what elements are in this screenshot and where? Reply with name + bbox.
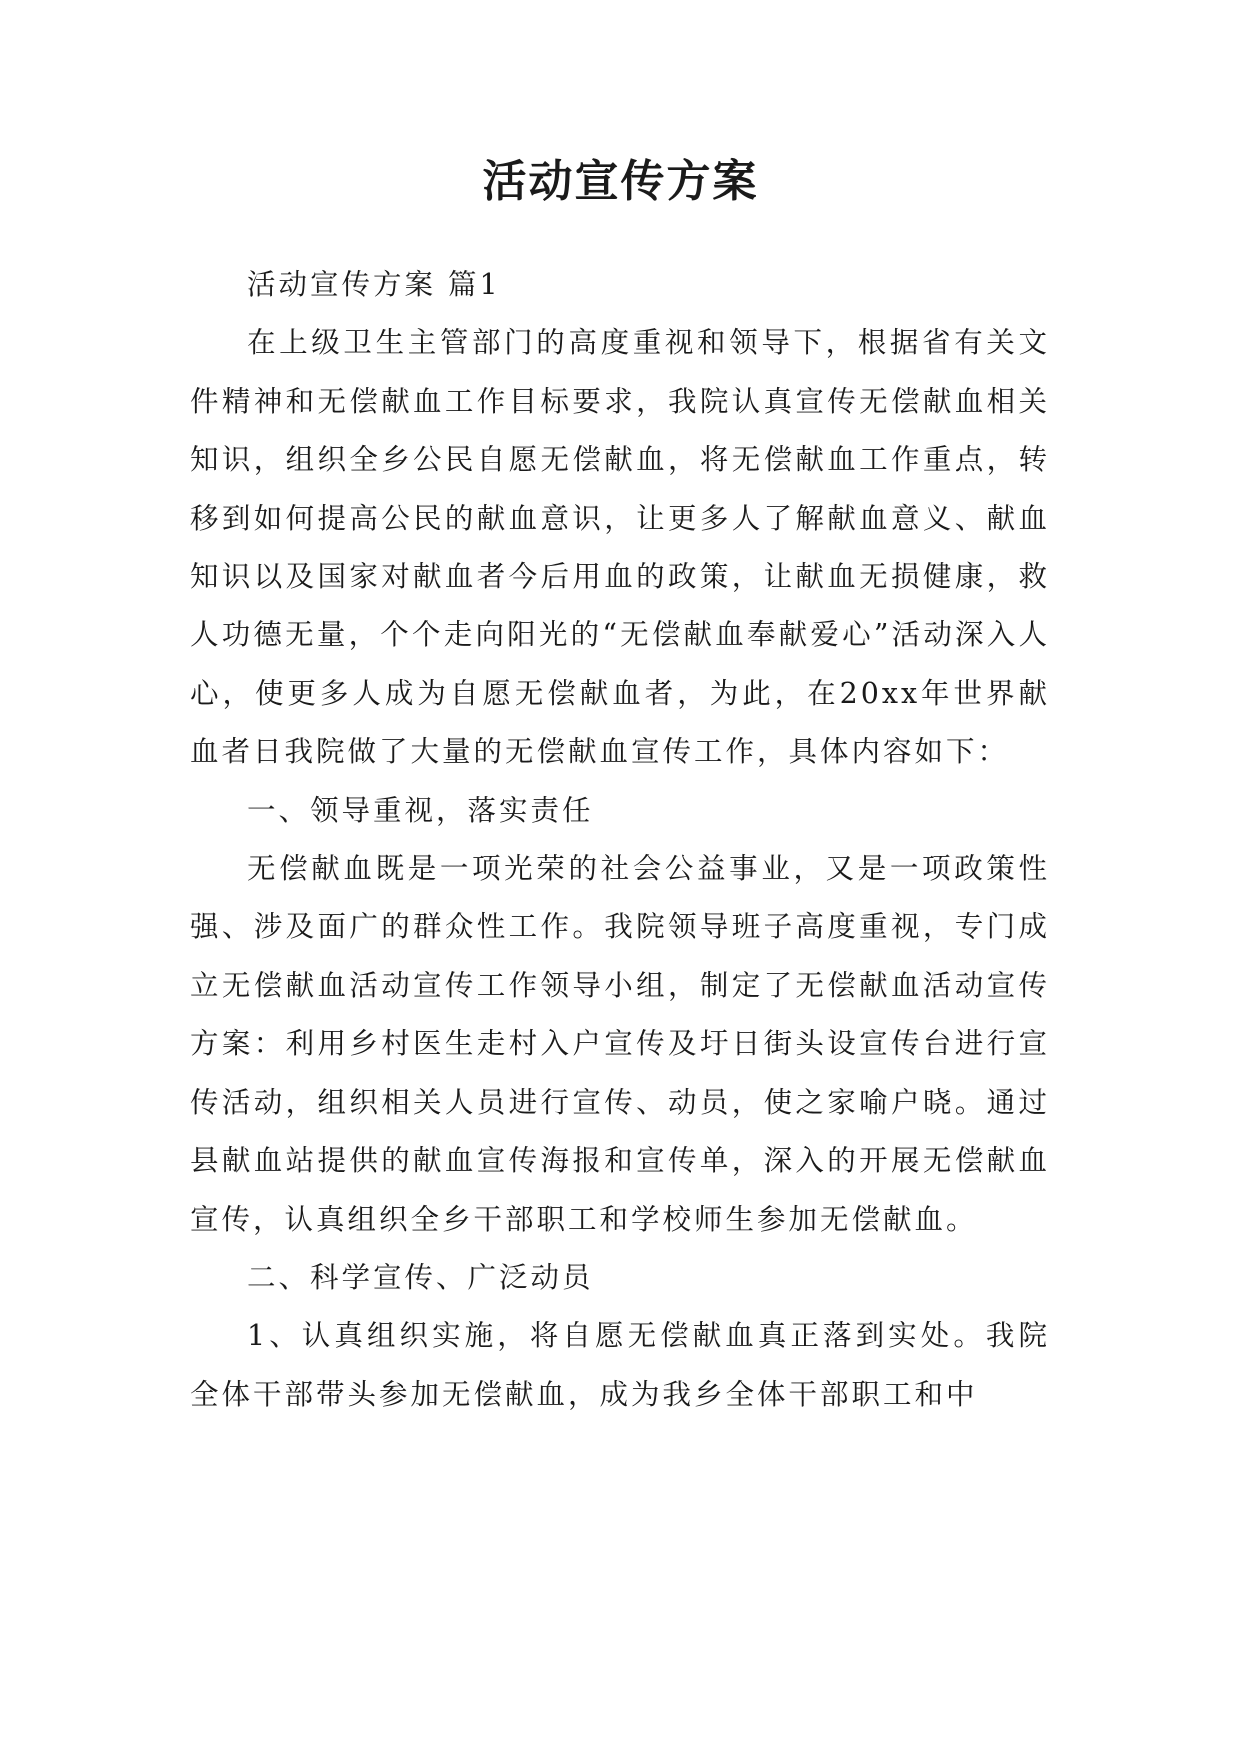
document-body — [190, 256, 1050, 1424]
body-paragraph: 无偿献血既是一项光荣的社会公益事业，又是一项政策性强、涉及面广的群众性工作。我院领导班子高度重视，专门成立无偿献血活动宣传工作领导小组，制定了无偿献血活动宣传方案：利用乡村医生走村入户宣传及圩日街头设宣传台进行宣传活动，组织相关人员进行宣传、动员，使之家喻户晓。通过县献血站提供的献血宣传海报和宣传单，深入的开展无偿献血宣传，认真组织全乡干部职工和学校师生参加无偿献血。 — [190, 852, 1050, 1236]
section-heading: 二、科学宣传、广泛动员 — [247, 1260, 594, 1294]
document-title: 活动宣传方案 — [482, 156, 759, 207]
section-heading: 一、领导重视，落实责任 — [247, 793, 594, 827]
body-paragraph: 1、认真组织实施，将自愿无偿献血真正落到实处。我院全体干部带头参加无偿献血，成为我乡全体干部职工和中 — [190, 1319, 1050, 1411]
section-heading: 活动宣传方案 篇1 — [247, 268, 501, 301]
body-paragraph: 在上级卫生主管部门的高度重视和领导下，根据省有关文件精神和无偿献血工作目标要求，我院认真宣传无偿献血相关知识，组织全乡公民自愿无偿献血，将无偿献血工作重点，转移到如何提高公民的献血意识，让更多人了解献血意义、献血知识以及国家对献血者今后用血的政策，让献血无损健康，救人功德无量，个个走向阳光的“无偿献血奉献爱心”活动深入人心，使更多人成为自愿无偿献血者，为此，在20xx年世界献血者日我院做了大量的无偿献血宣传工作，具体内容如下： — [190, 326, 1050, 769]
